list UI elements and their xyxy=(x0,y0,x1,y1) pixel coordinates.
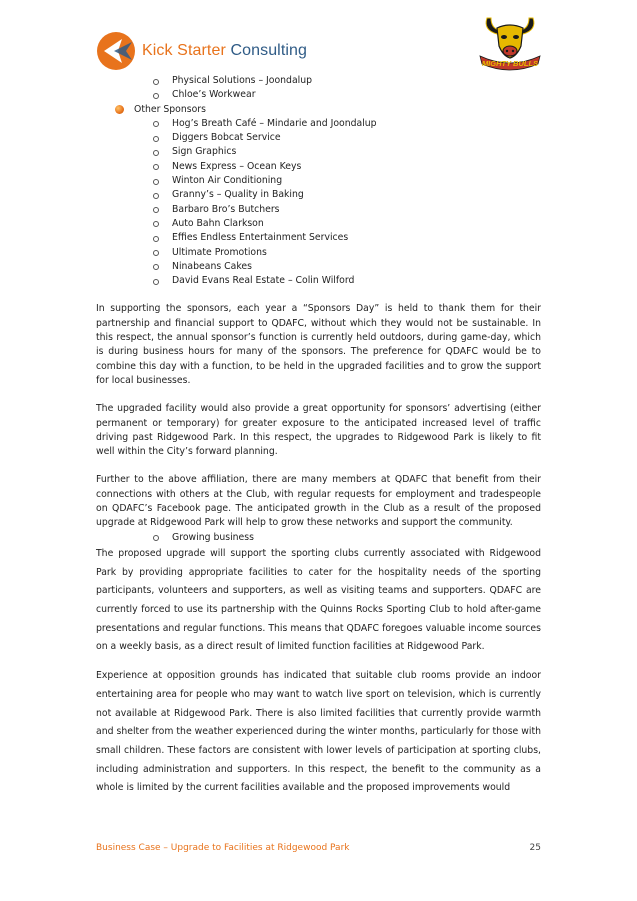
list-item: Diggers Bobcat Service xyxy=(153,131,541,145)
logo-word-consulting: Consulting xyxy=(230,42,308,59)
paragraph-sponsors-day: In supporting the sponsors, each year a “Sponsors Day” is held to thank them for their partnership and financial support to QDAFC, without which they would not be sustainable. In this respect, the annual sponsor’s function is currently held outdoors, during game-day, which is during business hours for many of the sponsors. The preference for QDAFC would be to combine this day with a function, to be held in the upgraded facilities and to grow the support for local businesses. xyxy=(96,303,541,386)
list-item: Ultimate Promotions xyxy=(153,246,541,260)
footer-title: Business Case – Upgrade to Facilities at Ridgewood Park xyxy=(96,843,350,853)
paragraph-opposition-grounds: Experience at opposition grounds has indicated that suitable club rooms provide an indoor entertaining area for people who may want to watch live sport on television, which is currently not available at Ridgewood Park. There is also limited facilities that currently provide warmth and shelter from the weather experienced during the winter months, particularly for those with small children. These factors are consistent with lower levels of participation at sporting clubs, including administration and supporters. In this respect, the benefit to the community as a whole is limited by the current facilities available and the proposed improvements would xyxy=(96,670,541,794)
list-item: Winton Air Conditioning xyxy=(153,174,541,188)
circle-bullet-icon xyxy=(153,207,159,213)
list-item: Barbaro Bro’s Butchers xyxy=(153,203,541,217)
list-item: Effies Endless Entertainment Services xyxy=(153,231,541,245)
list-item: Physical Solutions – Joondalup xyxy=(153,74,541,88)
paragraph-advertising: The upgraded facility would also provide a great opportunity for sponsors’ advertising (either permanent or temporary) for greater exposure to the anticipated increased level of traffic driving past Ridgewood Park. In this respect, the upgrades to Ridgewood Park is likely to fit well within the City’s forward planning. xyxy=(96,403,541,458)
paragraph-affiliation: Further to the above affiliation, there are many members at QDAFC that benefit from their connections with others at the Club, with regular requests for employment and tradespeople on QDAFC’s Facebook page. The anticipated growth in the Club as a result of the proposed upgrade at Ridgewood Park will help to grow these networks and support the community. xyxy=(96,474,541,529)
page-footer xyxy=(96,843,541,853)
list-item: Sign Graphics xyxy=(153,145,541,159)
logo-word-kick-starter: Kick Starter xyxy=(142,42,226,59)
circle-bullet-icon xyxy=(153,164,159,170)
list-item: Auto Bahn Clarkson xyxy=(153,217,541,231)
paragraph-proposed-upgrade: The proposed upgrade will support the sporting clubs currently associated with Ridgewood Park by providing appropriate facilities to cater for the hospitality needs of the sporting participants, volunteers and supporters, as well as visiting teams and supporters. QDAFC are currently forced to use its partnership with the Quinns Rocks Sporting Club to hold after-game presentations and regular functions. This means that QDAFC foregoes valuable income sources on a weekly basis, as a direct result of limited function facilities at Ridgewood Park. xyxy=(96,547,541,653)
circle-bullet-icon xyxy=(153,250,159,256)
orange-bullet-icon xyxy=(115,105,124,114)
kick-starter-logo-icon xyxy=(96,31,136,71)
circle-bullet-icon xyxy=(153,279,159,285)
list-item: News Express – Ocean Keys xyxy=(153,160,541,174)
sponsor-list-top xyxy=(96,74,541,103)
circle-bullet-icon xyxy=(153,79,159,85)
other-sponsors-list xyxy=(96,117,541,289)
list-item: Chloe’s Workwear xyxy=(153,88,541,102)
circle-bullet-icon xyxy=(153,221,159,227)
circle-bullet-icon xyxy=(153,535,159,541)
circle-bullet-icon xyxy=(153,264,159,270)
circle-bullet-icon xyxy=(153,193,159,199)
list-item: Granny’s – Quality in Baking xyxy=(153,188,541,202)
circle-bullet-icon xyxy=(153,136,159,142)
list-item: Ninabeans Cakes xyxy=(153,260,541,274)
list-item: David Evans Real Estate – Colin Wilford xyxy=(153,274,541,288)
growing-business-list xyxy=(96,531,541,545)
circle-bullet-icon xyxy=(153,179,159,185)
circle-bullet-icon xyxy=(153,93,159,99)
page-number: 25 xyxy=(529,843,541,853)
kick-starter-logo xyxy=(96,31,307,71)
mighty-bulls-logo xyxy=(477,10,543,72)
document-body xyxy=(96,74,541,798)
mighty-bulls-logo-text: MIGHTY BULLS xyxy=(481,59,539,68)
circle-bullet-icon xyxy=(153,121,159,127)
list-item: Hog’s Breath Café – Mindarie and Joondalup xyxy=(153,117,541,131)
circle-bullet-icon xyxy=(153,150,159,156)
circle-bullet-icon xyxy=(153,236,159,242)
list-item: Growing business xyxy=(153,531,541,545)
other-sponsors-heading: Other Sponsors xyxy=(96,103,541,117)
